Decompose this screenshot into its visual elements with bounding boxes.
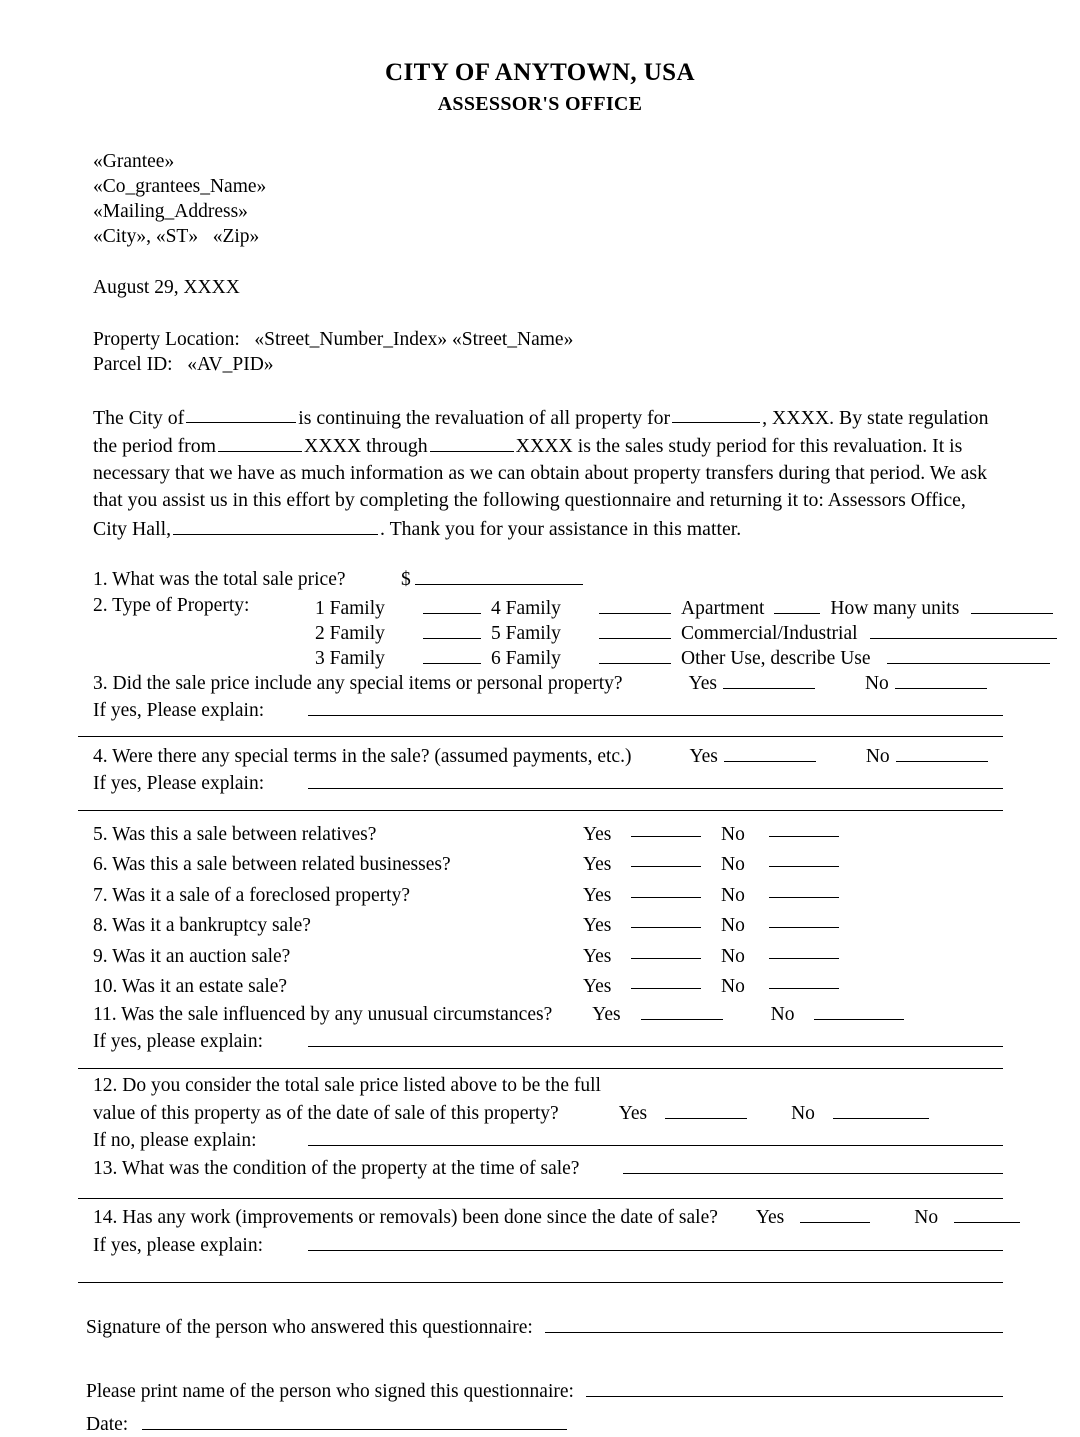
- question-8-yes-blank[interactable]: [631, 908, 701, 929]
- revaluation-month-blank[interactable]: [672, 403, 760, 424]
- recipient-address-block: [93, 149, 1003, 249]
- property-type-commercial-label: Commercial/Industrial: [681, 622, 858, 644]
- letter-date: August 29, XXXX: [93, 276, 240, 298]
- page-title: CITY OF ANYTOWN, USA: [385, 59, 695, 86]
- property-type-3-family-blank[interactable]: [423, 643, 481, 664]
- question-13-answer-blank[interactable]: [623, 1153, 1003, 1174]
- question-14-no-group: [914, 1203, 1020, 1231]
- page-subtitle: ASSESSOR'S OFFICE: [437, 92, 643, 115]
- table-row: [93, 877, 1003, 908]
- property-type-2-family-label: 2 Family: [315, 622, 385, 644]
- print-name-blank[interactable]: [586, 1376, 1003, 1397]
- question-5-no-blank[interactable]: [769, 816, 839, 837]
- property-type-apartment-label: Apartment: [681, 597, 765, 619]
- question-4-explain-blank[interactable]: [308, 769, 1003, 790]
- question-10-no-label: No: [721, 976, 745, 998]
- signature-date-row: [86, 1410, 1003, 1437]
- property-type-6-family-label: 6 Family: [491, 647, 561, 669]
- table-row: [93, 908, 1003, 939]
- question-10-label: 10. Was it an estate sale?: [93, 976, 288, 998]
- apartment-units-blank[interactable]: [971, 593, 1053, 614]
- property-type-1-family-blank[interactable]: [423, 593, 481, 614]
- divider-before-q14: [78, 1198, 1003, 1199]
- question-4-explain-row: [93, 769, 1003, 797]
- recipient-mailing-address: «Mailing_Address»: [93, 200, 248, 222]
- question-14-no-label: No: [914, 1207, 939, 1229]
- property-type-5-family-blank[interactable]: [599, 618, 671, 639]
- table-row: [93, 847, 1003, 878]
- question-4-row: [93, 741, 1003, 769]
- question-1-block: [93, 565, 1003, 724]
- question-3-row: [93, 668, 1003, 696]
- question-12-yes-group: [619, 1098, 747, 1126]
- property-type-1-family-label: 1 Family: [315, 597, 385, 619]
- parcel-id-value: «AV_PID»: [187, 353, 274, 375]
- question-8-yes-label: Yes: [583, 915, 612, 937]
- city-name-blank[interactable]: [186, 403, 296, 424]
- question-14-yes-group: [756, 1203, 870, 1231]
- table-row: [93, 816, 1003, 847]
- question-12-block: [93, 1073, 1003, 1181]
- question-10-yes-blank[interactable]: [631, 969, 701, 990]
- question-5-yes-blank[interactable]: [631, 816, 701, 837]
- question-12-explain-row: [93, 1126, 1003, 1154]
- question-3-explain-row: [93, 696, 1003, 724]
- question-12-line-2-row: [93, 1098, 1003, 1126]
- period-through-blank[interactable]: [430, 431, 514, 452]
- question-13-row: [93, 1153, 1003, 1181]
- intro-text-10: . Thank you for your: [380, 517, 544, 540]
- question-6-yes-blank[interactable]: [631, 847, 701, 868]
- property-type-row-2: [315, 618, 1057, 643]
- question-14-explain-blank[interactable]: [308, 1230, 1003, 1251]
- intro-text-9: and returning it to: Assessors Office, City Hall,: [93, 489, 966, 540]
- question-12-yes-blank[interactable]: [665, 1098, 747, 1119]
- question-11-explain-label: If yes, please explain:: [93, 1031, 264, 1053]
- question-5-label: 5. Was this a sale between relatives?: [93, 823, 377, 845]
- question-6-no-blank[interactable]: [769, 847, 839, 868]
- intro-text-7: revaluation. It is necessary that we have as much information as we can obtain about property transfers: [93, 435, 963, 485]
- question-11-no-label: No: [770, 1003, 795, 1025]
- question-14-no-blank[interactable]: [954, 1203, 1020, 1224]
- recipient-co-grantee: «Co_grantees_Name»: [93, 175, 267, 197]
- intro-text-11: assistance in this matter.: [548, 517, 742, 540]
- intro-text-1: The City of: [93, 406, 185, 429]
- intro-text-3: , XXXX. By state: [762, 406, 904, 429]
- question-7-no-label: No: [721, 884, 745, 906]
- question-3-block: [93, 668, 1003, 723]
- divider-before-q5: [78, 810, 1003, 811]
- question-5-yes-label: Yes: [583, 823, 612, 845]
- divider-before-q12: [78, 1068, 1003, 1069]
- signature-date-label: Date:: [86, 1414, 129, 1436]
- question-12-yes-label: Yes: [618, 1102, 648, 1124]
- question-4-yes-label: Yes: [689, 745, 718, 767]
- question-3-no-group: [865, 668, 987, 696]
- question-6-no-label: No: [721, 854, 745, 876]
- question-4-block: [93, 741, 1003, 796]
- apartment-units-label: How many units: [830, 597, 960, 619]
- question-9-no-blank[interactable]: [769, 938, 839, 959]
- intro-text-2: is continuing the revaluation of all property for: [298, 406, 671, 429]
- yes-no-question-table: [93, 816, 1003, 999]
- property-type-other-use-label: Other Use, describe Use: [681, 647, 871, 669]
- question-8-no-label: No: [721, 915, 745, 937]
- question-1-label: 1. What was the total sale price?: [93, 569, 346, 591]
- question-10-no-blank[interactable]: [769, 969, 839, 990]
- property-type-6-family-blank[interactable]: [599, 643, 671, 664]
- table-row: [93, 969, 1003, 1000]
- question-11-yes-group: [592, 999, 722, 1027]
- property-type-row-1: [315, 593, 1057, 618]
- question-12-line-1: 12. Do you consider the total sale price listed above to be the full: [93, 1075, 601, 1097]
- return-address-blank[interactable]: [173, 514, 378, 535]
- question-12-no-group: [791, 1098, 929, 1126]
- signature-block: [86, 1313, 1003, 1437]
- question-14-explain-label: If yes, please explain:: [93, 1234, 264, 1256]
- question-12-line-2: value of this property as of the date of sale of this property?: [93, 1102, 559, 1124]
- question-7-label: 7. Was it a sale of a foreclosed property?: [93, 884, 410, 906]
- question-13-label: 13. What was the condition of the property at the time of sale?: [93, 1157, 580, 1179]
- intro-text-5: XXXX through: [304, 435, 428, 458]
- property-type-3-family-label: 3 Family: [315, 647, 385, 669]
- parcel-id-row: [93, 352, 1003, 377]
- question-8-label: 8. Was it a bankruptcy sale?: [93, 915, 311, 937]
- question-6-yes-label: Yes: [583, 854, 612, 876]
- question-3-no-label: No: [864, 672, 889, 694]
- print-name-label: Please print name of the person who signed this questionnaire:: [86, 1380, 574, 1402]
- currency-symbol: $: [401, 569, 411, 591]
- question-3-yes-group: [689, 668, 815, 696]
- question-14-row: [93, 1203, 1003, 1231]
- print-name-row: [86, 1376, 1003, 1404]
- signature-blank[interactable]: [545, 1313, 1003, 1334]
- question-14-yes-label: Yes: [755, 1207, 785, 1229]
- question-11-no-blank[interactable]: [814, 999, 904, 1020]
- property-type-4-family-blank[interactable]: [599, 593, 671, 614]
- question-1-row: [93, 565, 1003, 593]
- property-type-row-3: [315, 643, 1057, 668]
- question-4-explain-label: If yes, Please explain:: [93, 773, 265, 795]
- question-11-explain-blank[interactable]: [308, 1027, 1003, 1048]
- question-7-yes-label: Yes: [583, 884, 612, 906]
- question-11-yes-blank[interactable]: [641, 999, 723, 1020]
- question-6-label: 6. Was this a sale between related businesses?: [93, 854, 451, 876]
- signature-row: [86, 1313, 1003, 1341]
- question-9-yes-label: Yes: [583, 945, 612, 967]
- intro-paragraph: [93, 403, 1003, 543]
- property-type-other-use-blank[interactable]: [887, 643, 1050, 664]
- question-3-label: 3. Did the sale price include any special items or personal property?: [93, 672, 623, 694]
- question-11-row: [93, 999, 1003, 1027]
- recipient-grantee: «Grantee»: [93, 150, 175, 172]
- question-3-explain-label: If yes, Please explain:: [93, 700, 265, 722]
- intro-text-6: XXXX is the sales study period for this: [515, 435, 829, 458]
- question-11-explain-row: [93, 1027, 1003, 1055]
- intro-text-8: during that period. We ask that you assist us in this effort by completing the following questionnaire: [93, 462, 987, 512]
- question-9-label: 9. Was it an auction sale?: [93, 945, 291, 967]
- property-location-row: [93, 327, 1003, 352]
- question-14-explain-row: [93, 1230, 1003, 1258]
- question-3-yes-label: Yes: [688, 672, 717, 694]
- property-location-value: «Street_Number_Index» «Street_Name»: [254, 328, 574, 350]
- signature-date-blank[interactable]: [142, 1410, 567, 1431]
- question-3-explain-blank[interactable]: [308, 696, 1003, 717]
- question-4-yes-group: [689, 741, 815, 769]
- property-location-label: Property Location:: [93, 328, 240, 350]
- property-type-grid: [315, 593, 1057, 668]
- question-12-explain-blank[interactable]: [308, 1126, 1003, 1147]
- divider-before-q4: [78, 736, 1003, 737]
- sale-price-input-blank[interactable]: [415, 565, 583, 586]
- property-type-apartment-blank[interactable]: [774, 593, 820, 614]
- document-header: [0, 0, 1080, 117]
- property-type-4-family-label: 4 Family: [491, 597, 561, 619]
- question-11-label: 11. Was the sale influenced by any unusual circumstances?: [93, 1003, 553, 1025]
- question-7-no-blank[interactable]: [769, 877, 839, 898]
- recipient-city-state-zip: «City», «ST» «Zip»: [93, 225, 260, 247]
- question-3-no-blank[interactable]: [895, 668, 987, 689]
- question-10-yes-label: Yes: [583, 976, 612, 998]
- property-info-block: [93, 327, 1003, 377]
- question-12-no-blank[interactable]: [833, 1098, 929, 1119]
- question-4-no-blank[interactable]: [896, 741, 988, 762]
- question-14-block: [93, 1203, 1003, 1258]
- question-3-yes-blank[interactable]: [723, 668, 815, 689]
- table-row: [93, 938, 1003, 969]
- signature-label: Signature of the person who answered this questionnaire:: [86, 1317, 533, 1339]
- question-11-no-group: [771, 999, 905, 1027]
- questions-5-10-block: [93, 816, 1003, 1054]
- intro-text-4: regulation the period from: [93, 406, 989, 458]
- question-9-yes-blank[interactable]: [631, 938, 701, 959]
- question-11-yes-label: Yes: [592, 1003, 621, 1025]
- question-5-no-label: No: [721, 823, 745, 845]
- question-2-label: 2. Type of Property:: [93, 595, 250, 617]
- question-14-yes-blank[interactable]: [800, 1203, 870, 1224]
- question-8-no-blank[interactable]: [769, 908, 839, 929]
- property-type-commercial-blank[interactable]: [870, 618, 1057, 639]
- question-9-no-label: No: [721, 945, 745, 967]
- question-4-label: 4. Were there any special terms in the sale? (assumed payments, etc.): [93, 745, 632, 767]
- question-14-label: 14. Has any work (improvements or removals) been done since the date of sale?: [93, 1207, 718, 1229]
- question-2-block: [93, 593, 1003, 668]
- question-4-no-label: No: [865, 745, 890, 767]
- period-from-blank[interactable]: [218, 431, 302, 452]
- property-type-2-family-blank[interactable]: [423, 618, 481, 639]
- divider-before-signature: [78, 1282, 1003, 1283]
- question-7-yes-blank[interactable]: [631, 877, 701, 898]
- question-12-explain-label: If no, please explain:: [93, 1130, 257, 1152]
- question-4-yes-blank[interactable]: [724, 741, 816, 762]
- question-4-no-group: [866, 741, 988, 769]
- parcel-id-label: Parcel ID:: [93, 353, 173, 375]
- property-type-5-family-label: 5 Family: [491, 622, 561, 644]
- question-12-no-label: No: [791, 1102, 815, 1124]
